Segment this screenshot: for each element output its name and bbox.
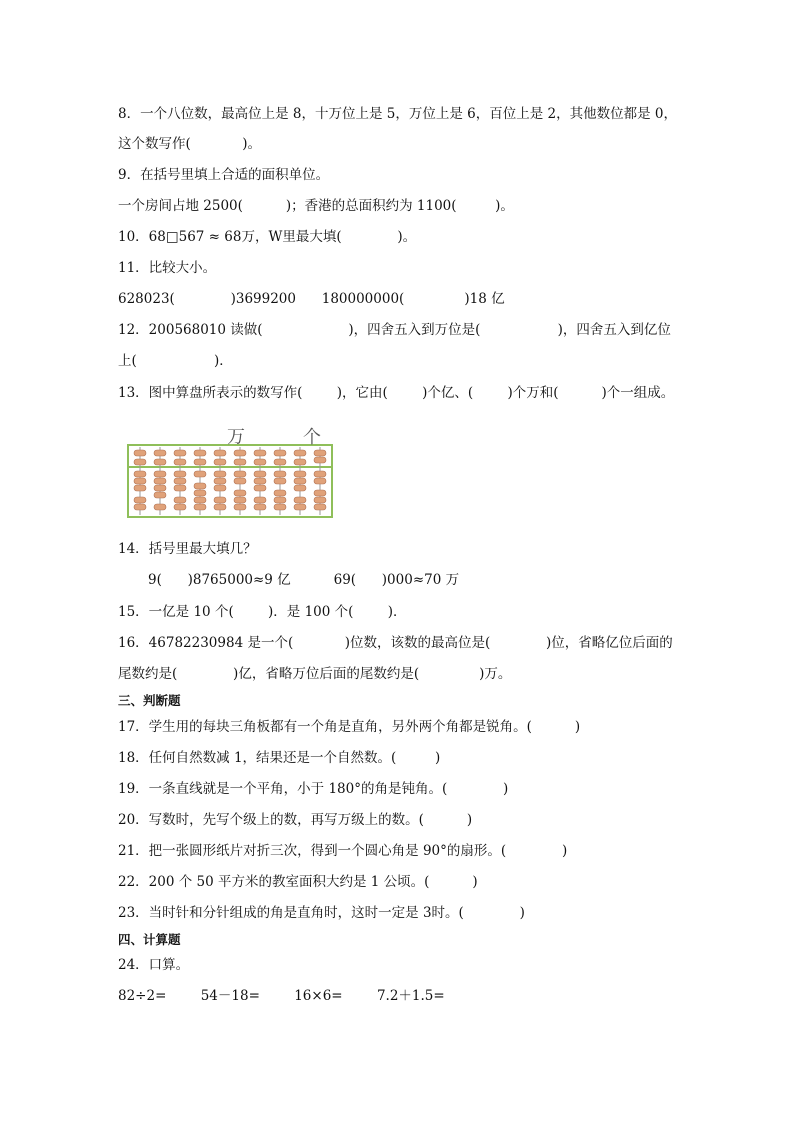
abacus-bead bbox=[194, 459, 206, 465]
q16-line2: 尾数约是( )亿，省略万位后面的尾数约是( )万。 bbox=[118, 666, 512, 682]
abacus-bead bbox=[314, 471, 326, 477]
abacus-bead bbox=[314, 457, 326, 463]
q10-line: 10．68□567 ≈ 68万，W里最大填( )。 bbox=[118, 229, 417, 245]
abacus-bead bbox=[174, 471, 186, 477]
abacus-bead bbox=[314, 497, 326, 503]
abacus-bead bbox=[154, 450, 166, 456]
q19-line: 19．一条直线就是一个平角，小于 180°的角是钝角。( ) bbox=[118, 781, 509, 797]
abacus-bead bbox=[154, 504, 166, 510]
abacus-bead bbox=[314, 504, 326, 510]
abacus-bead bbox=[214, 504, 226, 510]
abacus-bead bbox=[194, 450, 206, 456]
abacus-bead bbox=[314, 490, 326, 496]
abacus-bead bbox=[294, 504, 306, 510]
abacus-bead bbox=[214, 471, 226, 477]
q24-line: 24．口算。 bbox=[118, 957, 190, 973]
abacus-bead bbox=[134, 459, 146, 465]
abacus-bead bbox=[174, 504, 186, 510]
abacus-bead bbox=[154, 459, 166, 465]
q11-line2: 628023( )3699200 180000000( )18 亿 bbox=[118, 291, 505, 307]
abacus-bead bbox=[134, 478, 146, 484]
abacus-bead bbox=[194, 471, 206, 477]
abacus-bead bbox=[194, 504, 206, 510]
q14-items: 9( )8765000≈9 亿 69( )000≈70 万 bbox=[148, 572, 460, 588]
abacus-bead bbox=[134, 497, 146, 503]
q14-line: 14．括号里最大填几？ bbox=[118, 541, 257, 557]
q9-line2: 一个房间占地 2500( )；香港的总面积约为 1100( )。 bbox=[118, 198, 514, 214]
q9-line1: 9．在括号里填上合适的面积单位。 bbox=[118, 167, 330, 183]
abacus-label-ge: 个 bbox=[303, 427, 321, 448]
abacus-bead bbox=[214, 459, 226, 465]
abacus-bead bbox=[314, 450, 326, 456]
abacus-bead bbox=[214, 450, 226, 456]
q11-line1: 11．比较大小。 bbox=[118, 260, 217, 276]
abacus-bead bbox=[294, 478, 306, 484]
abacus-bead bbox=[134, 471, 146, 477]
abacus-bead bbox=[174, 497, 186, 503]
section-3-heading: 三、判断题 bbox=[118, 693, 181, 708]
q12-line2: 上( )． bbox=[118, 353, 233, 369]
section-4-heading: 四、计算题 bbox=[118, 932, 181, 947]
q16-line1: 16．46782230984 是一个( )位数，该数的最高位是( )位，省略亿位后面的 bbox=[118, 635, 673, 651]
abacus-bead bbox=[154, 478, 166, 484]
abacus-bead bbox=[214, 497, 226, 503]
q8-line1: 8．一个八位数，最高位上是 8，十万位上是 5，万位上是 6，百位上是 2，其他数位都是 0， bbox=[118, 106, 677, 122]
abacus-figure bbox=[125, 415, 335, 520]
abacus-bead bbox=[134, 504, 146, 510]
abacus-bead bbox=[214, 478, 226, 484]
q17-line: 17．学生用的每块三角板都有一个角是直角，另外两个角都是锐角。( ) bbox=[118, 719, 581, 735]
q22-line: 22．200 个 50 平方米的教室面积大约是 1 公顷。( ) bbox=[118, 874, 478, 890]
abacus-bead bbox=[194, 490, 206, 496]
q18-line: 18．任何自然数减 1，结果还是一个自然数。( ) bbox=[118, 750, 441, 766]
q13-line: 13．图中算盘所表示的数写作( )，它由( )个亿、( )个万和( )个一组成。 bbox=[118, 385, 675, 401]
abacus-bead bbox=[134, 450, 146, 456]
abacus-bead bbox=[174, 478, 186, 484]
abacus-bead bbox=[254, 478, 266, 484]
abacus-bead bbox=[234, 459, 246, 465]
abacus-bead bbox=[154, 485, 166, 491]
abacus-bead bbox=[254, 450, 266, 456]
abacus-label-wan: 万 bbox=[227, 427, 245, 448]
abacus-bead bbox=[274, 504, 286, 510]
abacus-bead bbox=[234, 478, 246, 484]
abacus-bead bbox=[214, 485, 226, 491]
abacus-bead bbox=[314, 478, 326, 484]
abacus-bead bbox=[254, 504, 266, 510]
q12-line1: 12．200568010 读做( )，四舍五入到万位是( )，四舍五入到亿位 bbox=[118, 322, 671, 338]
abacus-bead bbox=[174, 485, 186, 491]
abacus-bead bbox=[274, 490, 286, 496]
abacus-bead bbox=[154, 471, 166, 477]
abacus-bead bbox=[234, 490, 246, 496]
abacus-bead bbox=[274, 478, 286, 484]
abacus-bead bbox=[154, 492, 166, 498]
abacus-bead bbox=[294, 450, 306, 456]
abacus-bead bbox=[254, 459, 266, 465]
abacus-bead bbox=[234, 471, 246, 477]
q20-line: 20．写数时，先写个级上的数，再写万级上的数。( ) bbox=[118, 812, 473, 828]
abacus-bead bbox=[274, 459, 286, 465]
abacus-bead bbox=[294, 471, 306, 477]
abacus-bead bbox=[234, 450, 246, 456]
abacus-bead bbox=[134, 485, 146, 491]
abacus-bead bbox=[174, 450, 186, 456]
abacus-bead bbox=[194, 497, 206, 503]
abacus-bead bbox=[254, 485, 266, 491]
abacus-bead bbox=[174, 459, 186, 465]
abacus-bead bbox=[254, 471, 266, 477]
q21-line: 21．把一张圆形纸片对折三次，得到一个圆心角是 90°的扇形。( ) bbox=[118, 843, 568, 859]
abacus-bead bbox=[294, 497, 306, 503]
abacus-bead bbox=[294, 459, 306, 465]
abacus-bead bbox=[194, 483, 206, 489]
q8-line2: 这个数写作( )。 bbox=[118, 136, 262, 152]
abacus-bead bbox=[274, 450, 286, 456]
abacus-bead bbox=[274, 497, 286, 503]
abacus-bead bbox=[234, 497, 246, 503]
abacus-bead bbox=[294, 485, 306, 491]
abacus-bead bbox=[274, 471, 286, 477]
q15-line: 15．一亿是 10 个( )．是 100 个( )． bbox=[118, 604, 407, 620]
q23-line: 23．当时针和分针组成的角是直角时，这时一定是 3时。( ) bbox=[118, 905, 525, 921]
q24-calcs: 82÷2= 54－18= 16×6= 7.2＋1.5= bbox=[118, 988, 445, 1004]
abacus-bead bbox=[234, 504, 246, 510]
abacus-bead bbox=[254, 497, 266, 503]
